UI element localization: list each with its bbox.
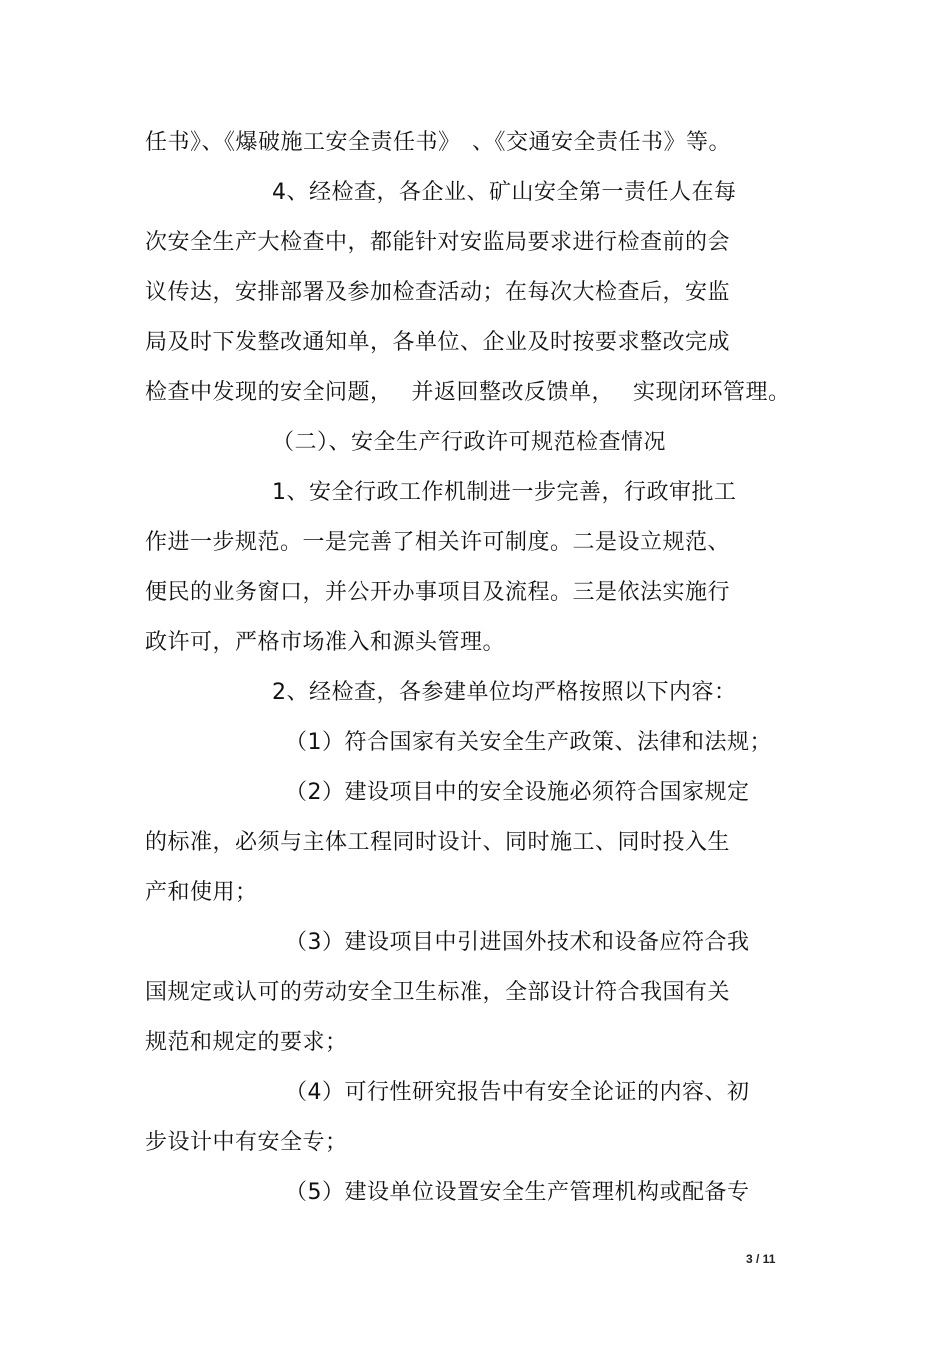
- text-line: 步设计中有安全专；: [145, 1130, 348, 1155]
- list-item: （1）符合国家有关安全生产政策、法律和法规；: [285, 730, 772, 755]
- text-line: 4、经检查，各企业、矿山安全第一责任人在每: [272, 180, 737, 205]
- text-line: 局及时下发整改通知单，各单位、企业及时按要求整改完成: [145, 330, 731, 355]
- text-line: 规范和规定的要求；: [145, 1030, 348, 1055]
- text-line: 次安全生产大检查中，都能针对安监局要求进行检查前的会: [145, 230, 731, 255]
- text-line: 国规定或认可的劳动安全卫生标准，全部设计符合我国有关: [145, 980, 731, 1005]
- list-item: （4）可行性研究报告中有安全论证的内容、初: [285, 1080, 750, 1105]
- list-item: （2）建设项目中的安全设施必须符合国家规定: [285, 780, 750, 805]
- text-line: 检查中发现的安全问题， 并返回整改反馈单， 实现闭环管理。: [145, 380, 791, 405]
- page-number: 3 / 11: [746, 1252, 776, 1266]
- text-line: 产和使用；: [145, 880, 258, 905]
- text-line: 议传达，安排部署及参加检查活动；在每次大检查后，安监: [145, 280, 731, 305]
- text-line: 1、安全行政工作机制进一步完善，行政审批工: [272, 480, 737, 505]
- section-heading: （二）、安全生产行政许可规范检查情况: [272, 430, 667, 455]
- text-line: 政许可，严格市场准入和源头管理。: [145, 630, 506, 655]
- text-line: 作进一步规范。一是完善了相关许可制度。二是设立规范、: [145, 530, 731, 555]
- text-line: 任书》、《爆破施工安全责任书》 、《交通安全责任书》等。: [145, 130, 732, 155]
- text-line: 2、经检查，各参建单位均严格按照以下内容：: [272, 680, 737, 705]
- text-line: 的标准，必须与主体工程同时设计、同时施工、同时投入生: [145, 830, 731, 855]
- list-item: （3）建设项目中引进国外技术和设备应符合我: [285, 930, 750, 955]
- text-line: 便民的业务窗口，并公开办事项目及流程。三是依法实施行: [145, 580, 731, 605]
- list-item: （5）建设单位设置安全生产管理机构或配备专: [285, 1180, 750, 1205]
